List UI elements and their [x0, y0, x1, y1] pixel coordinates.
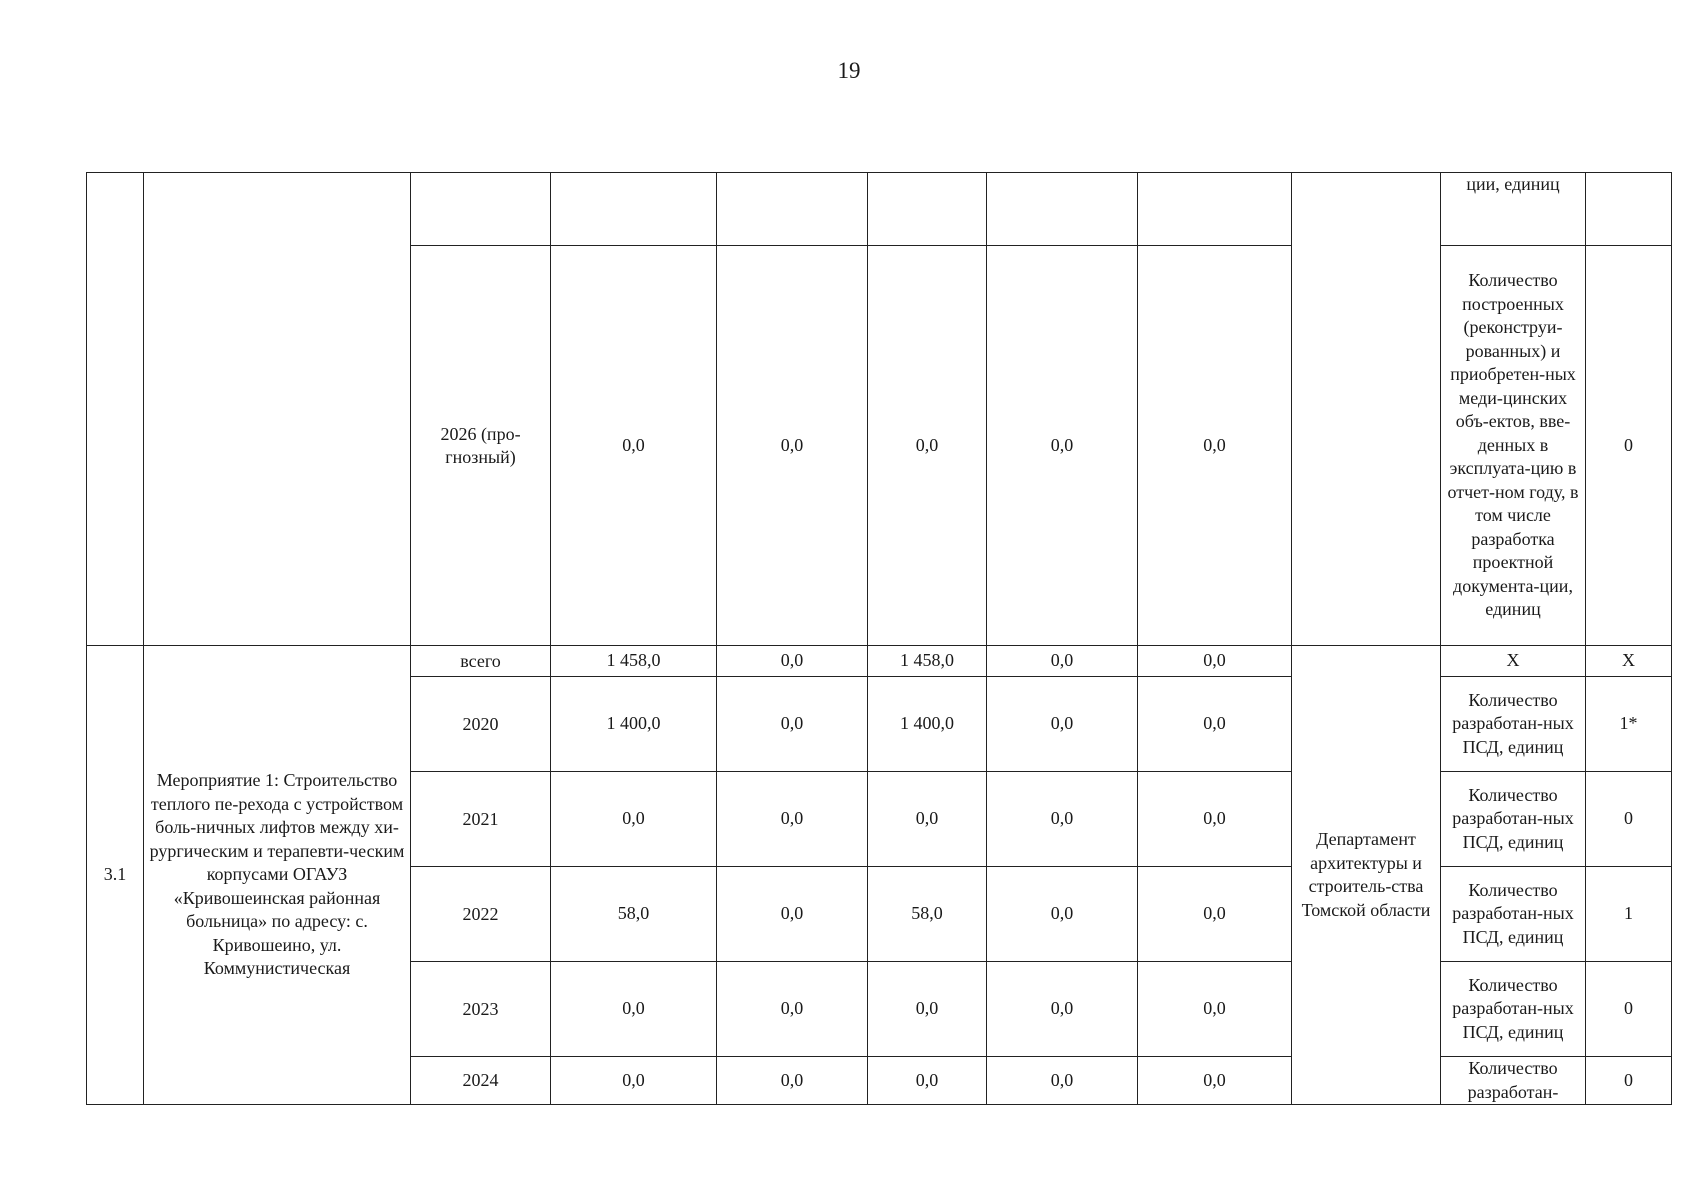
- value-cell: 58,0: [551, 867, 717, 962]
- value-cell: 0,0: [987, 646, 1138, 677]
- page-number: 19: [837, 58, 861, 83]
- value-cell: 0,0: [717, 1057, 868, 1105]
- period-cell: 2024: [411, 1057, 551, 1105]
- period-cell: 2023: [411, 962, 551, 1057]
- value-cell: 0,0: [1138, 772, 1292, 867]
- value-cell: [551, 173, 717, 246]
- period-cell: 2022: [411, 867, 551, 962]
- department-cell: [1292, 173, 1441, 646]
- value-cell: 0,0: [868, 246, 987, 646]
- target-cell: 1: [1586, 867, 1672, 962]
- value-cell: 0,0: [551, 1057, 717, 1105]
- indicator-cell: Количество разработан-ных ПСД, единиц: [1441, 962, 1586, 1057]
- value-cell: 0,0: [717, 646, 868, 677]
- value-cell: 0,0: [1138, 677, 1292, 772]
- value-cell: 0,0: [868, 1057, 987, 1105]
- value-cell: 0,0: [551, 962, 717, 1057]
- target-cell: 0: [1586, 246, 1672, 646]
- value-cell: 0,0: [1138, 867, 1292, 962]
- measure-title: Мероприятие 1: Строительство теплого пе-рехода с устройством боль-ничных лифтов между хи-рургическим и терапевти-ческим корпусами ОГАУЗ «Кривошеинская районная больница» по адресу: с. Кривошеино, ул. Коммунистическая: [144, 646, 411, 1105]
- target-cell: X: [1586, 646, 1672, 677]
- value-cell: 0,0: [551, 246, 717, 646]
- value-cell: 0,0: [1138, 246, 1292, 646]
- value-cell: 0,0: [717, 772, 868, 867]
- value-cell: 0,0: [717, 867, 868, 962]
- target-cell: [1586, 173, 1672, 246]
- period-cell: [411, 173, 551, 246]
- table-row: [87, 646, 1672, 677]
- value-cell: 0,0: [987, 772, 1138, 867]
- value-cell: [987, 173, 1138, 246]
- value-cell: 0,0: [717, 677, 868, 772]
- table-row: [87, 173, 1672, 246]
- period-cell: 2026 (про-гнозный): [411, 246, 551, 646]
- target-cell: 0: [1586, 1057, 1672, 1105]
- indicator-cell: Количество разработан-ных ПСД, единиц: [1441, 772, 1586, 867]
- indicator-cell: X: [1441, 646, 1586, 677]
- value-cell: 0,0: [987, 246, 1138, 646]
- value-cell: [868, 173, 987, 246]
- value-cell: 0,0: [987, 677, 1138, 772]
- value-cell: 58,0: [868, 867, 987, 962]
- target-cell: 0: [1586, 962, 1672, 1057]
- value-cell: [1138, 173, 1292, 246]
- period-cell: 2021: [411, 772, 551, 867]
- value-cell: 0,0: [1138, 962, 1292, 1057]
- value-cell: 1 458,0: [551, 646, 717, 677]
- indicator-cell: Количество разработан-ных ПСД, единиц: [1441, 677, 1586, 772]
- value-cell: 0,0: [987, 962, 1138, 1057]
- period-cell: 2020: [411, 677, 551, 772]
- target-cell: 0: [1586, 772, 1672, 867]
- indicator-cell: Количество разработан-: [1441, 1057, 1586, 1105]
- value-cell: 1 400,0: [868, 677, 987, 772]
- indicator-cell: ции, единиц: [1441, 173, 1586, 246]
- index-cell: [87, 173, 144, 646]
- program-table: [86, 172, 1672, 1105]
- value-cell: 0,0: [868, 772, 987, 867]
- value-cell: 0,0: [868, 962, 987, 1057]
- indicator-cell: Количество разработан-ных ПСД, единиц: [1441, 867, 1586, 962]
- indicator-cell: Количество построенных (реконструи-рованных) и приобретен-ных меди-цинских объ-ектов, вве-денных в эксплуата-цию в отчет-ном году, в том числе разработка проектной документа-ции, единиц: [1441, 246, 1586, 646]
- value-cell: 0,0: [1138, 1057, 1292, 1105]
- period-cell: всего: [411, 646, 551, 677]
- value-cell: [717, 173, 868, 246]
- value-cell: 0,0: [717, 962, 868, 1057]
- value-cell: 0,0: [717, 246, 868, 646]
- value-cell: 0,0: [551, 772, 717, 867]
- measure-number: 3.1: [87, 646, 144, 1105]
- value-cell: 0,0: [1138, 646, 1292, 677]
- value-cell: 1 400,0: [551, 677, 717, 772]
- value-cell: 1 458,0: [868, 646, 987, 677]
- department-cell: Департамент архитектуры и строитель-ства Томской области: [1292, 646, 1441, 1105]
- description-cell: [144, 173, 411, 646]
- value-cell: 0,0: [987, 867, 1138, 962]
- target-cell: 1*: [1586, 677, 1672, 772]
- value-cell: 0,0: [987, 1057, 1138, 1105]
